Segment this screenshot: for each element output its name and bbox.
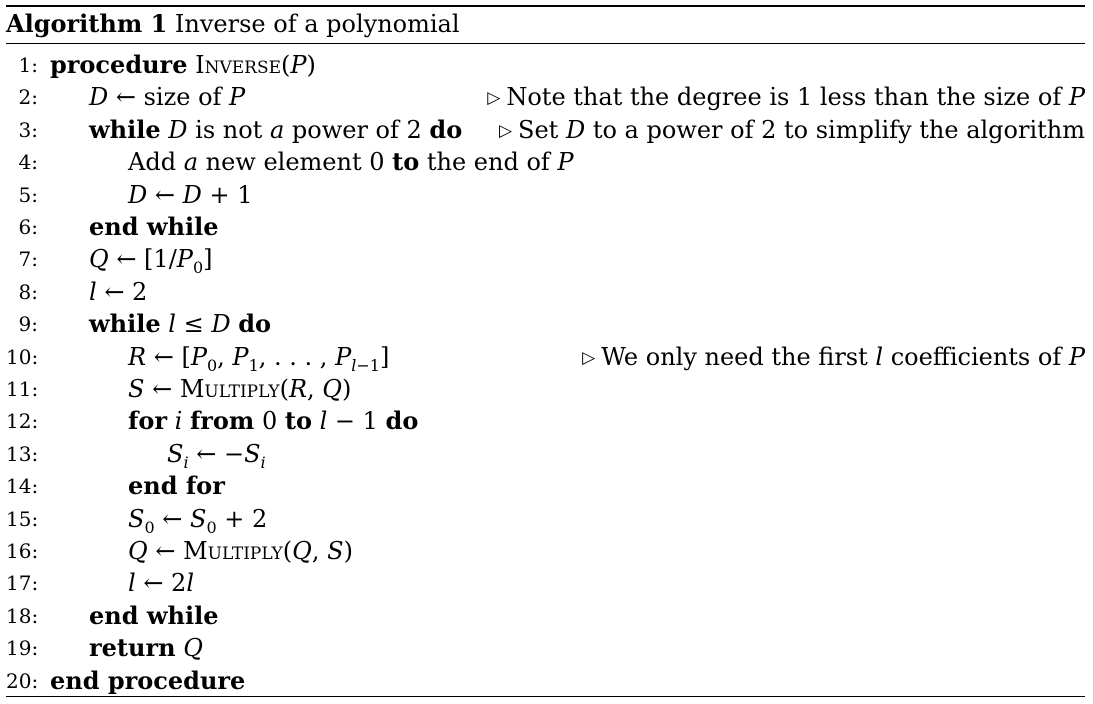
line-code: Q ← Multiply(Q, S)	[128, 537, 353, 565]
line-number: 15:	[6, 506, 39, 531]
line-comment: ▷ We only need the first l coefficients of P	[582, 341, 1085, 374]
line-code: R ← [$P_0$, $P_1$, . . . , $P_{l-1}$]	[128, 342, 390, 375]
algorithm-line	[6, 211, 1085, 243]
algorithm-line	[6, 179, 1085, 211]
line-code: $S_i$ ← $-S_i$	[167, 439, 266, 472]
algorithm-line	[6, 49, 1085, 81]
algorithm-line	[6, 470, 1085, 502]
algorithm-line	[6, 308, 1085, 340]
algorithm-line	[6, 503, 1085, 535]
algorithm-line	[6, 341, 1085, 373]
comment-triangle-icon: ▷	[582, 347, 596, 368]
line-code: return Q	[89, 633, 203, 663]
algorithm-line	[6, 632, 1085, 664]
line-code: end while	[89, 600, 219, 630]
line-number: 1:	[18, 53, 38, 77]
bottom-rule	[6, 696, 1085, 697]
line-code: end for	[128, 471, 225, 501]
line-number: 10:	[6, 344, 39, 369]
line-number: 12:	[6, 409, 39, 434]
line-number: 7:	[18, 247, 38, 272]
algorithm-line	[6, 146, 1085, 178]
line-code: S ← Multiply(R, Q)	[128, 375, 352, 403]
line-number: 4:	[18, 150, 38, 175]
caption-rule	[6, 43, 1085, 44]
algorithm-line	[6, 438, 1085, 470]
algorithm-line	[6, 600, 1085, 632]
line-code: end procedure	[50, 665, 246, 695]
algorithm-line	[6, 535, 1085, 567]
line-code: l ← 2l	[128, 569, 195, 598]
line-code: D ← size of P	[89, 83, 246, 112]
line-number: 20:	[6, 668, 39, 693]
algorithm-line	[6, 81, 1085, 113]
line-code: l ← 2	[89, 277, 148, 306]
line-number: 17:	[6, 571, 39, 596]
line-code: while D is not a power of 2 do	[89, 114, 463, 144]
line-number: 13:	[6, 441, 39, 466]
algorithm-block	[6, 5, 1085, 697]
line-comment: ▷ Set D to a power of 2 to simplify the algorithm	[499, 114, 1085, 147]
line-code: end while	[89, 212, 219, 241]
line-number: 6:	[18, 215, 38, 239]
algorithm-line	[6, 276, 1085, 308]
algorithm-line	[6, 243, 1085, 278]
line-number: 18:	[6, 603, 39, 628]
line-code: Add a new element 0 to the end of P	[128, 147, 574, 177]
line-code: while l ≤ D do	[89, 309, 272, 339]
line-comment: ▷ Note that the degree is 1 less than the size of P	[487, 81, 1085, 114]
algorithm-line	[6, 665, 1085, 697]
line-number: 14:	[6, 474, 39, 499]
top-rule	[6, 5, 1085, 7]
caption-label: Algorithm 1	[6, 9, 168, 38]
line-code: procedure Inverse(P)	[50, 50, 316, 79]
line-code: for i from 0 to l − 1 do	[128, 406, 419, 436]
line-number: 3:	[18, 117, 38, 142]
comment-triangle-icon: ▷	[498, 120, 513, 141]
line-code: $S_0$ ← $S_0 + 2$	[128, 504, 268, 537]
line-number: 11:	[6, 377, 39, 401]
comment-triangle-icon: ▷	[487, 88, 501, 109]
line-code: D ← D + 1	[128, 180, 253, 209]
line-number: 19:	[6, 636, 39, 661]
algorithm-line	[6, 373, 1085, 405]
algorithm-line	[6, 114, 1085, 146]
algorithm-caption	[6, 11, 460, 37]
line-code: Q ← $[1/P_0]$	[89, 245, 213, 278]
caption-title: Inverse of a polynomial	[174, 10, 460, 38]
line-number: 16:	[6, 539, 39, 563]
algorithm-line	[6, 567, 1085, 599]
line-number: 9:	[18, 312, 38, 337]
line-number: 2:	[18, 85, 38, 110]
algorithm-line	[6, 405, 1085, 437]
line-number: 8:	[18, 279, 38, 304]
line-number: 5:	[18, 182, 38, 207]
